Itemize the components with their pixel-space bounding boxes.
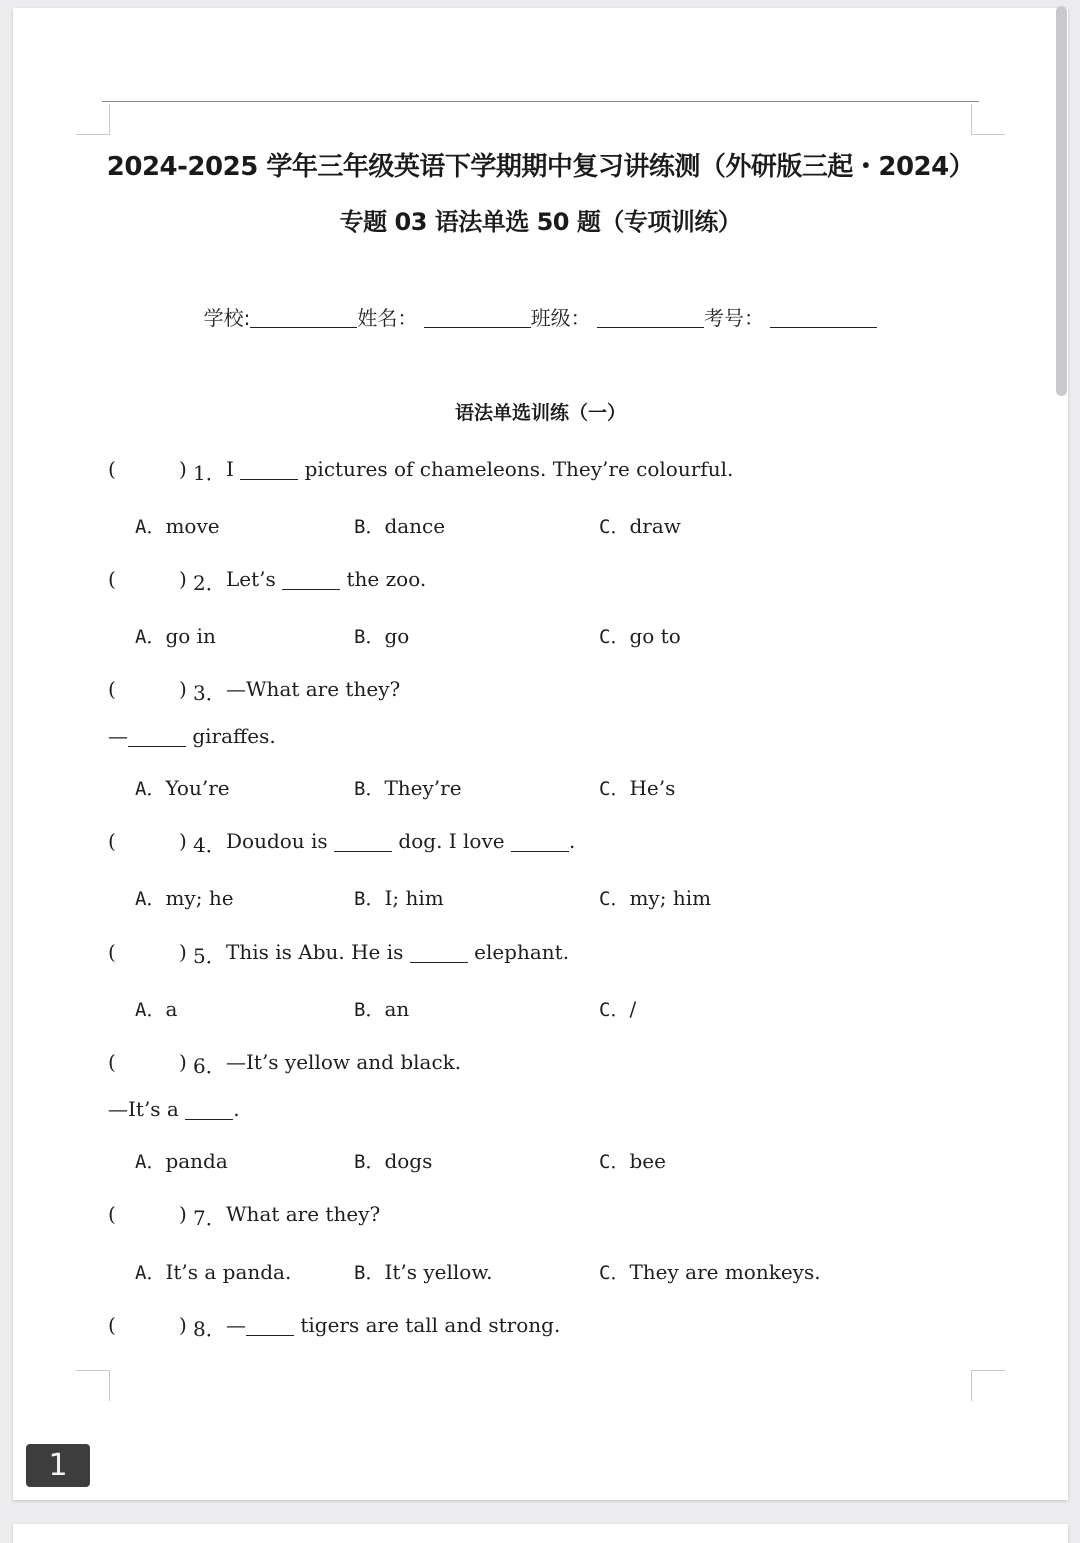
option-a: A．a	[135, 997, 178, 1021]
option-b: B．go	[354, 624, 410, 648]
question-stem: I pictures of chameleons. They’re colourful.	[226, 457, 734, 481]
question-stem: This is Abu. He is elephant.	[226, 940, 570, 964]
option-c: C．go to	[599, 624, 681, 648]
crop-mark-top-right	[971, 104, 1005, 135]
option-a: A．It’s a panda.	[135, 1260, 292, 1284]
question-stem: —It’s yellow and black.	[226, 1050, 462, 1074]
class-blank	[597, 307, 704, 328]
question-number: 4．	[193, 833, 226, 857]
answer-paren-open: (	[108, 829, 116, 853]
question-number: 3．	[193, 681, 226, 705]
name-blank	[424, 307, 531, 328]
answer-paren-close: )	[179, 1202, 187, 1226]
next-page	[13, 1524, 1068, 1543]
option-a: A．move	[135, 514, 220, 538]
school-label: 学校:	[203, 306, 251, 330]
fill-blank	[410, 942, 468, 963]
option-c: C．draw	[599, 514, 681, 538]
answer-paren-close: )	[179, 1050, 187, 1074]
question-number: 8．	[193, 1317, 226, 1341]
school-blank	[250, 307, 357, 328]
option-c: C．They are monkeys.	[599, 1260, 821, 1284]
option-c: C．/	[599, 997, 637, 1021]
question-stem: Let’s the zoo.	[226, 567, 427, 591]
student-info-line	[13, 302, 1068, 331]
class-label: 班级：	[530, 306, 591, 330]
fill-blank	[240, 459, 298, 480]
document-page: 2024-2025 学年三年级英语下学期期中复习讲练测（外研版三起・2024） 专题 03 语法单选 50 题（专项训练） 学校: 姓名： 班级： 考号： 语法单选训练（一） ( ) 1． I pictures of chameleons. They’re colourful. A．move B．dance C．draw ( ) 2． Let’s the zoo. A．go in B．go C．go to ( ) 3． —What are they? — giraffes. A．You’re B．They’re C．He’s ( ) 4． Doudou is dog. I love . A．my; he B．I; him C．my; him ( ) 5． This is Abu. He is elephant. A．a B．an C．/ ( ) 6． —It’s yellow and black. —It’s a . A．panda B．dogs C．bee ( ) 7． What are they? A．It’s a panda. B．It’s yellow. C．They are monkeys. ( ) 8． — tigers are tall and strong.	[13, 8, 1068, 1500]
crop-mark-top-left	[76, 104, 110, 135]
answer-paren-close: )	[179, 940, 187, 964]
option-b: B．dogs	[354, 1149, 433, 1173]
answer-paren-close: )	[179, 677, 187, 701]
option-b: B．It’s yellow.	[354, 1260, 493, 1284]
question-number: 1．	[193, 461, 226, 485]
option-a: A．You’re	[135, 776, 230, 800]
fill-blank	[246, 1315, 294, 1336]
option-b: B．They’re	[354, 776, 462, 800]
vertical-scrollbar[interactable]	[1056, 6, 1067, 396]
option-a: A．my; he	[135, 886, 234, 910]
question-number: 5．	[193, 944, 226, 968]
option-c: C．my; him	[599, 886, 712, 910]
document-title: 2024-2025 学年三年级英语下学期期中复习讲练测（外研版三起・2024）	[106, 152, 975, 182]
option-b: B．I; him	[354, 886, 444, 910]
answer-paren-close: )	[179, 457, 187, 481]
fill-blank	[128, 726, 186, 747]
crop-mark-bottom-left	[76, 1370, 110, 1401]
fill-blank	[511, 831, 569, 852]
fill-blank	[334, 831, 392, 852]
section-title: 语法单选训练（一）	[454, 402, 626, 424]
number-blank	[770, 307, 877, 328]
name-label: 姓名：	[357, 306, 418, 330]
fill-blank	[282, 569, 340, 590]
answer-paren-open: (	[108, 1202, 116, 1226]
option-b: B．dance	[354, 514, 446, 538]
question-stem: What are they?	[226, 1202, 381, 1226]
option-a: A．go in	[135, 624, 216, 648]
option-c: C．bee	[599, 1149, 666, 1173]
question-stem: Doudou is dog. I love .	[226, 829, 576, 853]
answer-paren-open: (	[108, 457, 116, 481]
answer-paren-open: (	[108, 940, 116, 964]
fill-blank	[185, 1099, 233, 1120]
option-a: A．panda	[135, 1149, 228, 1173]
option-c: C．He’s	[599, 776, 676, 800]
question-stem: — tigers are tall and strong.	[226, 1313, 561, 1337]
document-subtitle: 专题 03 语法单选 50 题（专项训练）	[339, 208, 742, 236]
answer-paren-open: (	[108, 1313, 116, 1337]
answer-paren-open: (	[108, 567, 116, 591]
page-number-badge[interactable]: 1	[26, 1444, 90, 1487]
answer-paren-close: )	[179, 1313, 187, 1337]
question-number: 6．	[193, 1054, 226, 1078]
option-b: B．an	[354, 997, 410, 1021]
answer-paren-open: (	[108, 1050, 116, 1074]
answer-paren-close: )	[179, 829, 187, 853]
answer-paren-close: )	[179, 567, 187, 591]
number-label: 考号：	[704, 306, 765, 330]
question-number: 2．	[193, 571, 226, 595]
question-stem: —What are they?	[226, 677, 401, 701]
crop-mark-bottom-right	[971, 1370, 1005, 1401]
answer-paren-open: (	[108, 677, 116, 701]
question-number: 7．	[193, 1206, 226, 1230]
header-rule	[102, 101, 979, 102]
